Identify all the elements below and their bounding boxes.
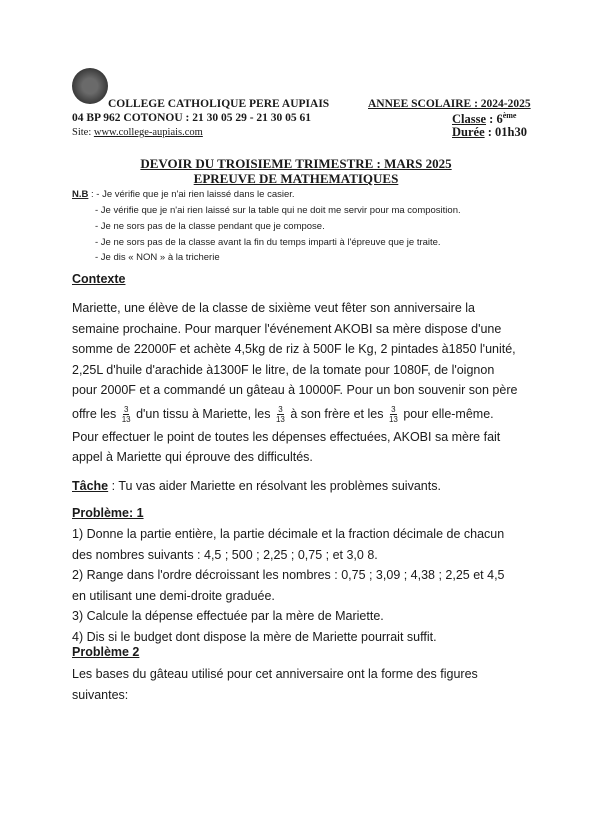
- class-value: : 6: [486, 112, 503, 127]
- school-year: ANNEE SCOLAIRE : 2024-2025: [368, 98, 531, 110]
- contexte-heading: Contexte: [72, 272, 126, 286]
- probleme1-text: 1) Donne la partie entière, la partie décimale et la fraction décimale de chacun des nombres suivants : 4,5 ; 500 ; 2,25 ; 0,75 ; et 3,0 8. 2) Range dans l'ordre décroissant les nombres : 0,75 ; 3,09 ; 4,38 ; 2,25 et 4,5 en utilisant une demi-droite graduée. 3) Calcule la dépense effectuée par la mère de Mariette. 4) Dis si le budget dont dispose la mère de Mariette pourrait suffit.: [72, 527, 505, 644]
- probleme2-text: Les bases du gâteau utilisé pour cet anniversaire ont la forme des figures suivantes:: [72, 667, 478, 702]
- gift-line: offre les $\frac{3}{13}$ d'un tissu à Mariette, les $\frac{3}{13}$ à son frère et les $\frac{3}{13}$ pour elle-même.: [72, 404, 494, 424]
- school-name: COLLEGE CATHOLIQUE PERE AUPIAIS: [108, 98, 330, 110]
- nb-label: N.B: [72, 189, 89, 200]
- tache-text: : Tu vas aider Mariette en résolvant les problèmes suivants.: [108, 479, 441, 493]
- nb-line-3: - Je ne sors pas de la classe pendant que je compose.: [95, 221, 325, 232]
- exam-title-line1: DEVOIR DU TROISIEME TRIMESTRE : MARS 2025: [140, 156, 452, 171]
- nb-line-2: - Je vérifie que je n'ai rien laissé sur la table qui ne doit me servir pour ma composition.: [95, 205, 461, 216]
- exam-title-line2: EPREUVE DE MATHEMATIQUES: [193, 171, 399, 186]
- fraction: $\frac{3}{13}$: [388, 404, 398, 424]
- school-logo: [72, 68, 108, 104]
- site-link[interactable]: www.college-aupiais.com: [93, 127, 203, 138]
- probleme2-heading: Problème 2: [72, 645, 140, 659]
- nb-line-4: - Je ne sors pas de la classe avant la fin du temps imparti à l'épreuve que je traite.: [95, 237, 441, 248]
- duration-info: [452, 125, 527, 140]
- fraction: $\frac{3}{13}$: [275, 404, 285, 424]
- nb-line-1: N.B : - Je vérifie que je n'ai rien laissé dans le casier.: [72, 189, 295, 200]
- school-address: 04 BP 962 COTONOU : 21 30 05 29 - 21 30 05 61: [72, 112, 312, 124]
- tache-line: [72, 476, 441, 497]
- fraction: $\frac{3}{13}$: [121, 404, 131, 424]
- nb-line-5: - Je dis « NON » à la tricherie: [95, 252, 220, 263]
- duration-value: : 01h30: [487, 125, 527, 139]
- contexte-text: Mariette, une élève de la classe de sixième veut fêter son anniversaire la semaine prochaine. Pour marquer l'événement AKOBI sa mère dispose d'une somme de 22000F et achète 4,5kg de riz à 500F le Kg, 2 pintades à1850 l'unité, 2,25L d'huile d'arachide à1300F le litre, de la tomate pour 1080F, de l'oignon pour 2000F et a commandé un gâteau à 10000F. Pour un bon souvenir son père offre les $\frac{3}{13}$ d'un tissu à Mariette, les $\frac{3}{13}$ à son frère et les $\frac{3}{13}$ pour elle-même. Pour effectuer le point de toutes les dépenses effectuées, AKOBI sa mère fait appel à Mariette qui éprouve des difficultés.: [72, 301, 518, 464]
- tache-label: Tâche: [72, 479, 109, 493]
- site-prefix: Site:: [72, 127, 94, 138]
- duration-label: Durée: [452, 125, 485, 139]
- school-site: [72, 127, 203, 138]
- class-label: Classe: [452, 112, 487, 127]
- probleme1-heading: Problème: 1: [72, 506, 144, 520]
- class-sup: ème: [502, 111, 517, 120]
